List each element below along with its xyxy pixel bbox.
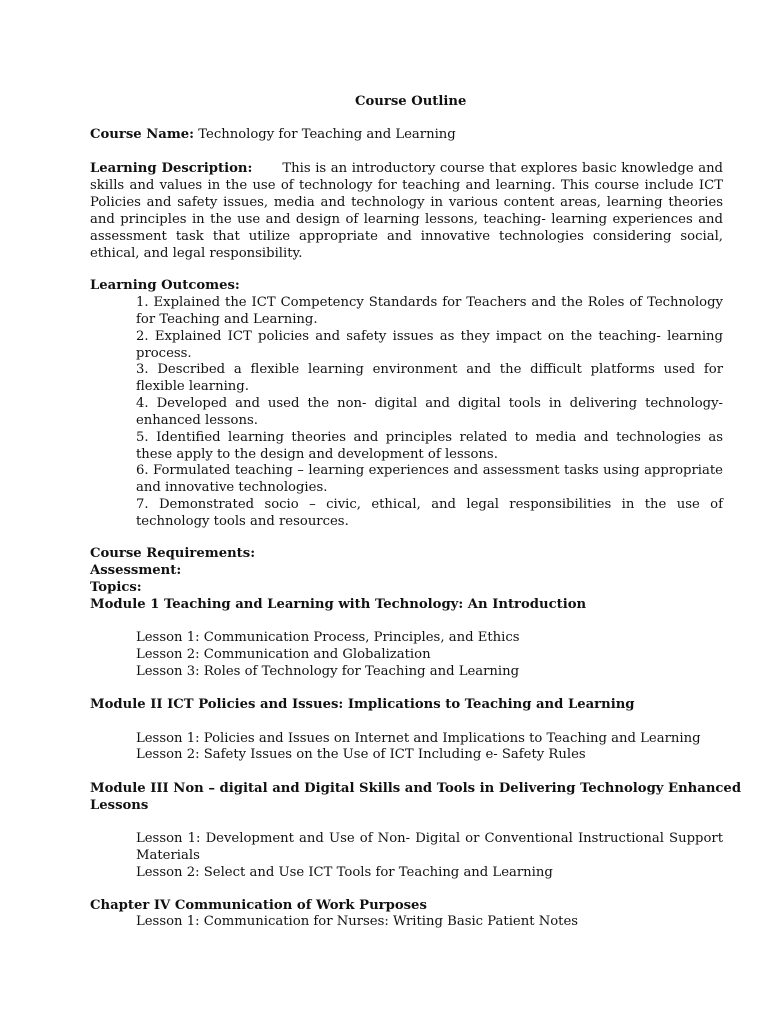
outcome-line: 1. Explained the ICT Competency Standards for Teachers and the Roles of Technology xyxy=(136,295,723,310)
outcome-line: 7. Demonstrated socio – civic, ethical, and legal responsibilities in the use of xyxy=(136,497,723,512)
description-line-3: Policies and safety issues, media and technology in various content areas, learning theories xyxy=(90,195,723,210)
outcome-line: 3. Described a flexible learning environment and the difficult platforms used for xyxy=(136,362,723,377)
course-name-line xyxy=(90,127,456,143)
document-title: Course Outline xyxy=(355,94,467,109)
module3-lesson: Lesson 2: Select and Use ICT Tools for Teaching and Learning xyxy=(136,865,553,880)
outcome-line: flexible learning. xyxy=(136,379,249,394)
outcome-line: 5. Identified learning theories and principles related to media and technologies as xyxy=(136,430,723,445)
outcome-line: these apply to the design and development of lessons. xyxy=(136,447,498,462)
description-label: Learning Description: xyxy=(90,161,253,176)
module2-lesson: Lesson 2: Safety Issues on the Use of ICT Including e- Safety Rules xyxy=(136,747,586,762)
course-name-value: Technology for Teaching and Learning xyxy=(198,127,456,142)
outcome-line: process. xyxy=(136,346,192,361)
outcome-line: 6. Formulated teaching – learning experiences and assessment tasks using appropriate xyxy=(136,463,723,478)
course-name-label: Course Name: xyxy=(90,127,195,142)
description-line-6: ethical, and legal responsibility. xyxy=(90,246,303,261)
outcome-line: enhanced lessons. xyxy=(136,413,258,428)
outcomes-heading: Learning Outcomes: xyxy=(90,278,240,293)
module1-title: Module 1 Teaching and Learning with Technology: An Introduction xyxy=(90,597,587,612)
module3-lesson: Materials xyxy=(136,848,200,863)
assessment-heading: Assessment: xyxy=(90,563,182,578)
module2-lesson: Lesson 1: Policies and Issues on Internet and Implications to Teaching and Learning xyxy=(136,731,701,746)
outcome-line: technology tools and resources. xyxy=(136,514,349,529)
chapter4-title: Chapter IV Communication of Work Purposes xyxy=(90,898,427,913)
chapter4-lesson: Lesson 1: Communication for Nurses: Writing Basic Patient Notes xyxy=(136,914,579,929)
description-line-4: and principles in the use and design of learning lessons, teaching- learning experiences and xyxy=(90,212,723,227)
module1-lesson: Lesson 3: Roles of Technology for Teaching and Learning xyxy=(136,664,520,679)
module2-title: Module II ICT Policies and Issues: Implications to Teaching and Learning xyxy=(90,697,635,712)
description-line-1 xyxy=(90,161,723,177)
outcome-line: 2. Explained ICT policies and safety issues as they impact on the teaching- learning xyxy=(136,329,723,344)
module3-title-line-1: Module III Non – digital and Digital Skills and Tools in Delivering Technology Enhanced xyxy=(90,781,742,796)
module3-lesson: Lesson 1: Development and Use of Non- Digital or Conventional Instructional Support xyxy=(136,831,723,846)
module3-title-line-2: Lessons xyxy=(90,798,149,813)
outcome-line: and innovative technologies. xyxy=(136,480,328,495)
description-line-2: skills and values in the use of technology for teaching and learning. This course include ICT xyxy=(90,178,723,193)
outcome-line: for Teaching and Learning. xyxy=(136,312,318,327)
topics-heading: Topics: xyxy=(90,580,142,595)
module1-lesson: Lesson 2: Communication and Globalization xyxy=(136,647,431,662)
outcome-line: 4. Developed and used the non- digital and digital tools in delivering technology- xyxy=(136,396,723,411)
module1-lesson: Lesson 1: Communication Process, Principles, and Ethics xyxy=(136,630,520,645)
description-text: This is an introductory course that explores basic knowledge and xyxy=(282,161,724,176)
requirements-heading: Course Requirements: xyxy=(90,546,256,561)
description-line-5: assessment task that utilize appropriate and innovative technologies considering social, xyxy=(90,229,723,244)
